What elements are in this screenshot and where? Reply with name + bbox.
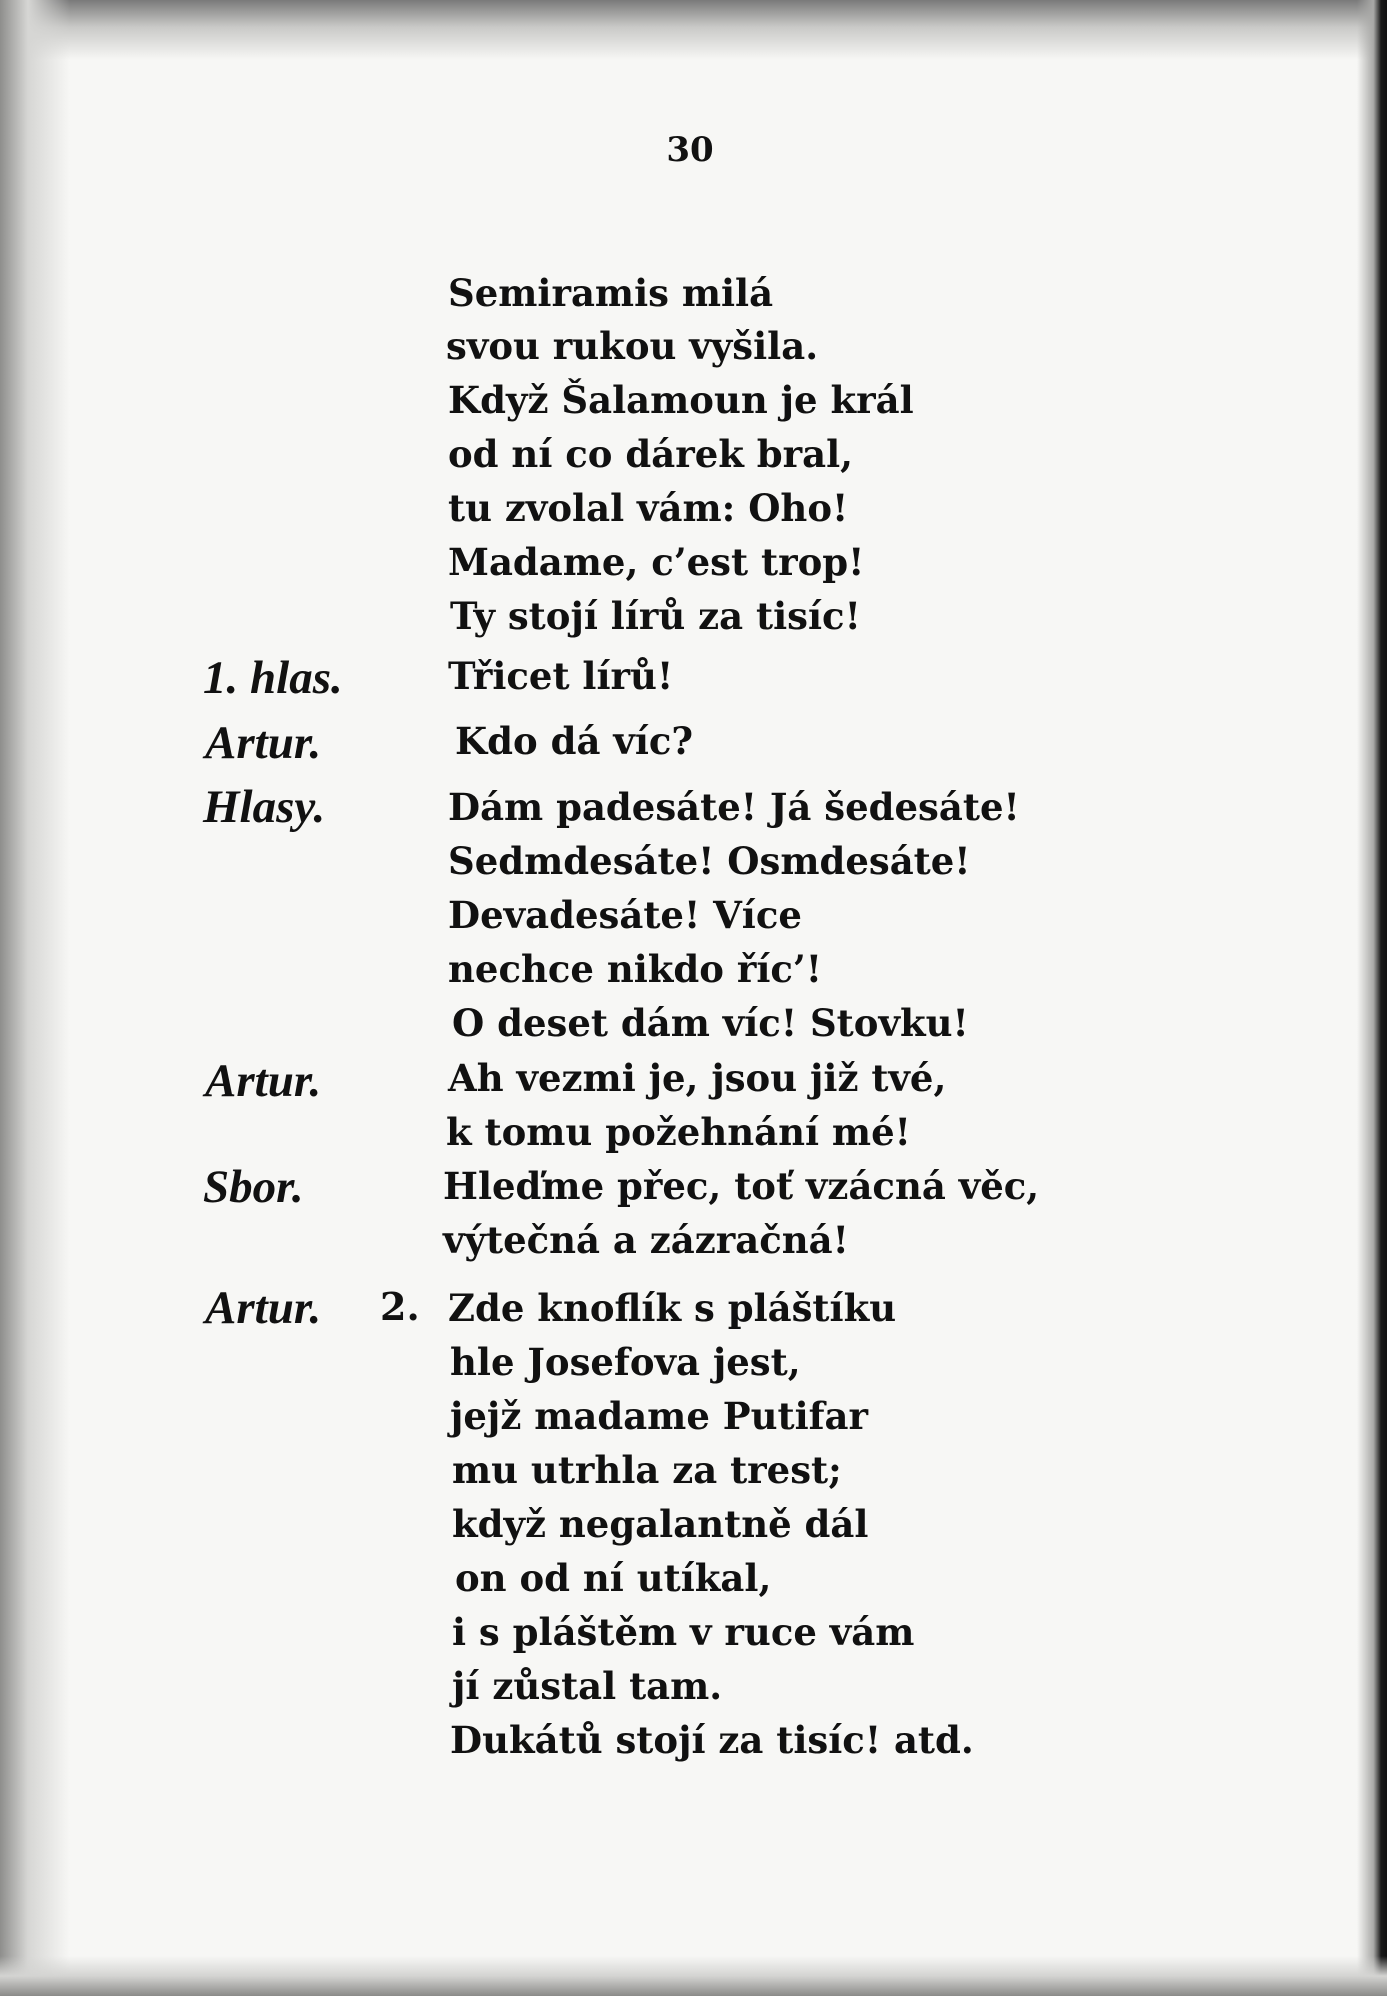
speaker-label: Sbor. [203, 1161, 304, 1213]
page-edge-bottom [0, 1956, 1387, 1996]
verse-line: Hleďme přec, toť vzácná věc, [443, 1164, 1040, 1208]
verse-line: O deset dám víc! Stovku! [452, 1001, 969, 1045]
speaker-label: 1. hlas. [203, 652, 343, 704]
verse-line: Třicet lírů! [448, 654, 674, 698]
page-edge-right [1357, 0, 1387, 1996]
verse-line: Zde knoflík s pláštíku [448, 1286, 897, 1330]
page-number: 30 [666, 130, 714, 170]
verse-line: Sedmdesáte! Osmdesáte! [448, 839, 971, 883]
verse-line: on od ní utíkal, [455, 1556, 772, 1600]
verse-number: 2. [380, 1284, 420, 1329]
page-edge-left [0, 0, 70, 1996]
verse-line: Když Šalamoun je král [448, 378, 914, 422]
page-edge-top [0, 0, 1387, 60]
verse-line: Ty stojí lírů za tisíc! [450, 594, 861, 638]
verse-line: Ah vezmi je, jsou již tvé, [448, 1056, 947, 1100]
verse-line: Devadesáte! Více [448, 893, 802, 937]
verse-line: Dám padesáte! Já šedesáte! [448, 785, 1020, 829]
verse-line: Dukátů stojí za tisíc! atd. [450, 1718, 974, 1762]
speaker-label: Artur. [205, 1055, 322, 1107]
verse-line: mu utrhla za trest; [452, 1448, 842, 1492]
verse-line: Semiramis milá [448, 271, 774, 315]
speaker-label: Hlasy. [203, 781, 326, 833]
verse-line: hle Josefova jest, [450, 1340, 801, 1384]
verse-line: Madame, c’est trop! [448, 540, 865, 584]
verse-line: od ní co dárek bral, [448, 432, 854, 476]
verse-line: i s pláštěm v ruce vám [452, 1610, 915, 1654]
verse-line: když negalantně dál [452, 1502, 869, 1546]
verse-line: svou rukou vyšila. [446, 324, 819, 368]
verse-line: výtečná a zázračná! [443, 1218, 849, 1262]
verse-line: jejž madame Putifar [450, 1394, 869, 1438]
verse-line: k tomu požehnání mé! [446, 1110, 911, 1154]
verse-line: jí zůstal tam. [452, 1664, 723, 1708]
speaker-label: Artur. [205, 717, 322, 769]
verse-line: nechce nikdo říc’! [448, 947, 823, 991]
verse-line: tu zvolal vám: Oho! [448, 486, 849, 530]
verse-line: Kdo dá víc? [455, 719, 694, 763]
speaker-label: Artur. [205, 1282, 322, 1334]
